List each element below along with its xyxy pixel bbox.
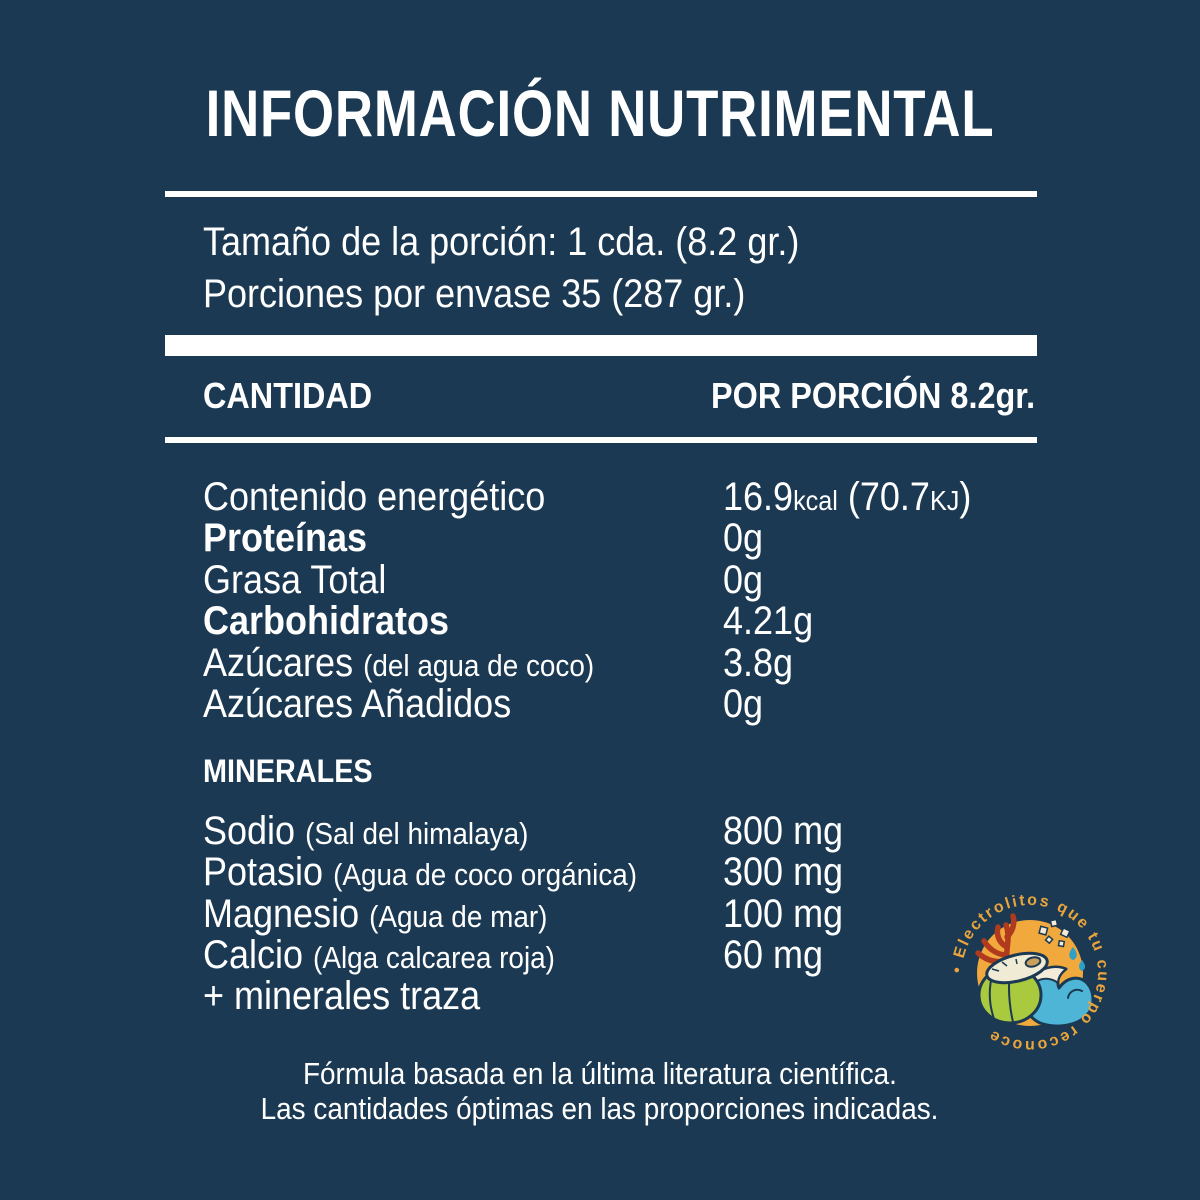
nutrient-value-total-fat: 0g — [723, 558, 764, 602]
sodium-note: (Sal del himalaya) — [305, 816, 529, 851]
mineral-row-sodium — [203, 808, 844, 854]
mineral-label-magnesium — [203, 891, 547, 937]
footer-line-2 — [0, 1091, 1200, 1126]
trace-minerals-line — [203, 973, 511, 1019]
footer-note — [0, 1056, 1200, 1126]
energy-kj-unit: KJ — [929, 485, 960, 516]
minerals-heading-text: MINERALES — [203, 753, 373, 789]
column-header-per-serving: POR PORCIÓN 8.2gr. — [710, 375, 1035, 416]
mineral-value-calcium: 60 mg — [723, 933, 824, 977]
nutrient-label-energy: Contenido energético — [203, 475, 546, 519]
nutrient-row-energy — [203, 474, 972, 520]
magnesium-note: (Agua de mar) — [369, 899, 548, 934]
mineral-row-calcium — [203, 932, 824, 978]
magnesium-label-text: Magnesio — [203, 892, 360, 936]
serving-size-text: Tamaño de la porción: 1 cda. (8.2 gr.) — [203, 220, 800, 264]
mineral-label-potassium — [203, 849, 637, 895]
energy-kj-close: ) — [959, 475, 972, 519]
brand-badge — [920, 863, 1140, 1083]
nutrient-row-added-sugars — [203, 681, 764, 727]
nutrient-row-carbohydrates — [203, 598, 814, 644]
footer-line-1-text: Fórmula basada en la última literatura científica. — [303, 1056, 897, 1091]
nutrient-value-sugars: 3.8g — [723, 641, 794, 685]
nutrient-label-carbohydrates: Carbohidratos — [203, 599, 450, 643]
table-header — [203, 374, 1035, 417]
sugars-label-text: Azúcares — [203, 641, 354, 685]
serving-size-line — [203, 216, 866, 268]
servings-per-container-line — [203, 268, 866, 320]
mineral-value-potassium: 300 mg — [723, 850, 844, 894]
nutrient-label-protein: Proteínas — [203, 516, 368, 560]
nutrient-value-carbohydrates: 4.21g — [723, 599, 814, 643]
energy-kj-value: (70.7 — [847, 475, 930, 519]
mineral-label-calcium — [203, 932, 555, 978]
trace-minerals-text: + minerales traza — [203, 974, 481, 1018]
badge-ring-text: • Electrolitos que tu cuerpo reconoce — [948, 891, 1112, 1055]
page-title — [0, 76, 1200, 150]
nutrient-value-added-sugars: 0g — [723, 682, 764, 726]
potassium-note: (Agua de coco orgánica) — [333, 857, 638, 892]
sugars-note: (del agua de coco) — [363, 648, 595, 683]
potassium-label-text: Potasio — [203, 850, 324, 894]
nutrient-label-sugars — [203, 640, 594, 686]
mineral-label-sodium — [203, 808, 528, 854]
column-header-amount: CANTIDAD — [203, 375, 373, 416]
divider-thick-bar — [165, 335, 1037, 356]
mineral-value-magnesium: 100 mg — [723, 892, 844, 936]
nutrient-value-energy — [723, 474, 971, 520]
mineral-row-magnesium — [203, 891, 844, 937]
servings-per-container-text: Porciones por envase 35 (287 gr.) — [203, 272, 746, 316]
nutrient-row-total-fat — [203, 557, 764, 603]
sodium-label-text: Sodio — [203, 809, 296, 853]
divider-thin-mid — [165, 437, 1037, 443]
divider-thin-top — [165, 191, 1037, 197]
nutrient-label-total-fat: Grasa Total — [203, 558, 387, 602]
nutrient-row-sugars — [203, 640, 794, 686]
energy-kcal-unit: kcal — [793, 485, 838, 516]
footer-line-2-text: Las cantidades óptimas en las proporciones indicadas. — [261, 1091, 939, 1126]
footer-line-1 — [0, 1056, 1200, 1091]
energy-kcal-value: 16.9 — [723, 475, 794, 519]
mineral-row-potassium — [203, 849, 844, 895]
nutrient-row-protein — [203, 515, 764, 561]
minerals-heading — [203, 752, 391, 790]
calcium-label-text: Calcio — [203, 933, 304, 977]
serving-info — [203, 216, 866, 320]
nutrient-value-protein: 0g — [723, 516, 764, 560]
calcium-note: (Alga calcarea roja) — [313, 940, 555, 975]
mineral-value-sodium: 800 mg — [723, 809, 844, 853]
page-title-text: INFORMACIÓN NUTRIMENTAL — [205, 76, 995, 150]
nutrient-label-added-sugars: Azúcares Añadidos — [203, 682, 512, 726]
